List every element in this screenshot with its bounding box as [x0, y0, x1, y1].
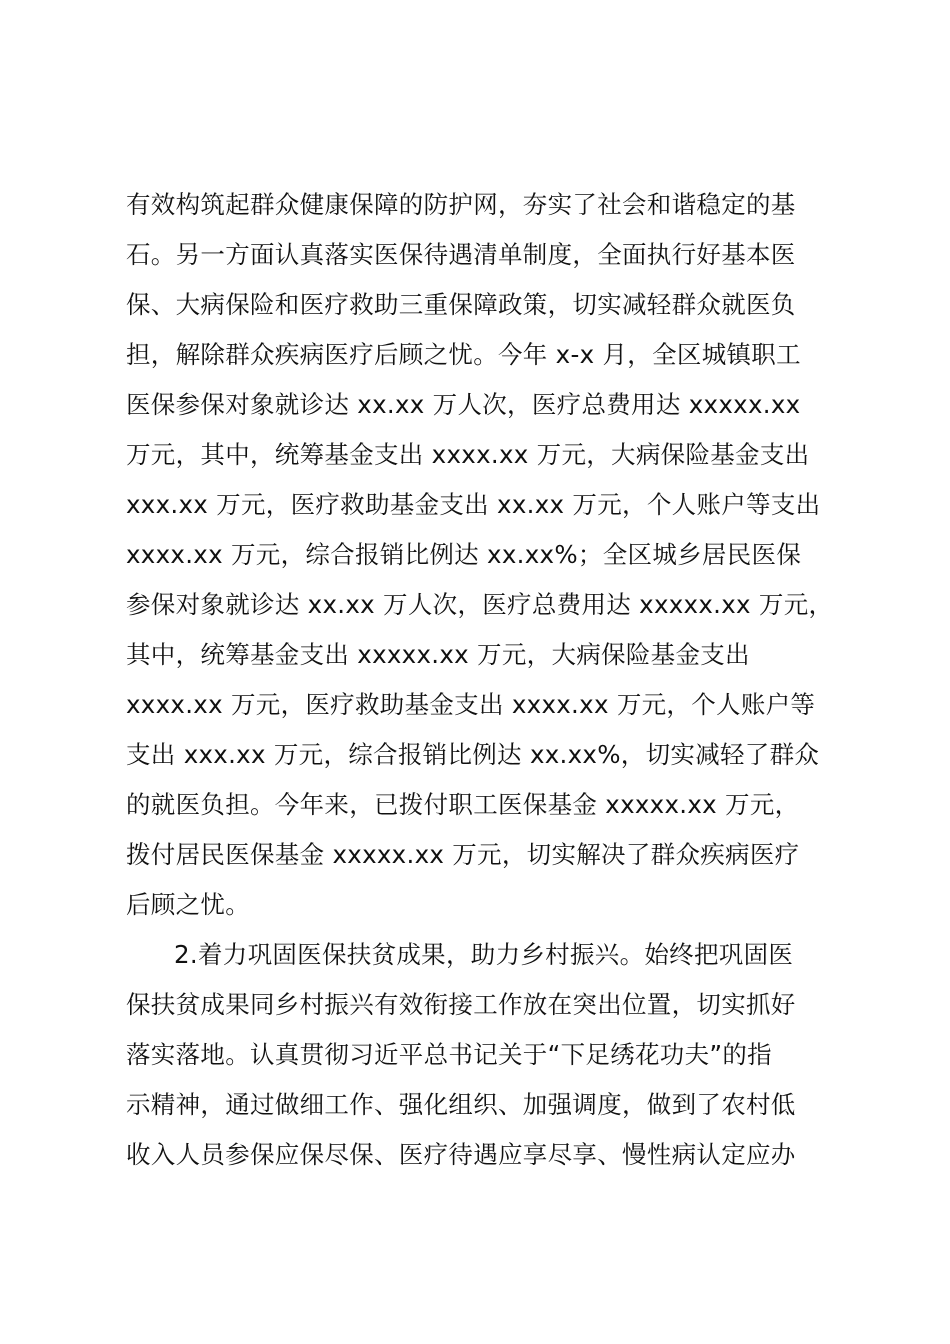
text-line: 保扶贫成果同乡村振兴有效衔接工作放在突出位置，切实抓好 — [126, 990, 796, 1019]
text-line: xxxx.xx 万元，综合报销比例达 xx.xx%；全区城乡居民医保 — [126, 540, 802, 569]
section-heading-line: 2.着力巩固医保扶贫成果，助力乡村振兴。始终把巩固医 — [174, 940, 794, 969]
text-line: 保、大病保险和医疗救助三重保障政策，切实减轻群众就医负 — [126, 290, 796, 319]
paragraph-1 — [126, 180, 866, 930]
text-line: 担，解除群众疾病医疗后顾之忧。今年 x-x 月，全区城镇职工 — [126, 340, 801, 369]
text-line: 的就医负担。今年来，已拨付职工医保基金 xxxxx.xx 万元， — [126, 790, 800, 819]
text-line: 收入人员参保应保尽保、医疗待遇应享尽享、慢性病认定应办 — [126, 1140, 796, 1169]
text-line: 支出 xxx.xx 万元，综合报销比例达 xx.xx%，切实减轻了群众 — [126, 740, 820, 769]
text-line: 万元，其中，统筹基金支出 xxxx.xx 万元，大病保险基金支出 — [126, 440, 810, 469]
text-line: 示精神，通过做细工作、强化组织、加强调度，做到了农村低 — [126, 1090, 796, 1119]
text-line: 有效构筑起群众健康保障的防护网，夯实了社会和谐稳定的基 — [126, 190, 796, 219]
text-line: 医保参保对象就诊达 xx.xx 万人次，医疗总费用达 xxxxx.xx — [126, 390, 801, 419]
text-line: 石。另一方面认真落实医保待遇清单制度，全面执行好基本医 — [126, 240, 796, 269]
text-line: 其中，统筹基金支出 xxxxx.xx 万元，大病保险基金支出 — [126, 640, 750, 669]
text-line: 后顾之忧。 — [126, 890, 250, 919]
text-line: xxxx.xx 万元，医疗救助基金支出 xxxx.xx 万元，个人账户等 — [126, 690, 816, 719]
text-line: 拨付居民医保基金 xxxxx.xx 万元，切实解决了群众疾病医疗 — [126, 840, 800, 869]
body-text — [126, 180, 866, 1180]
text-line: xxx.xx 万元，医疗救助基金支出 xx.xx 万元，个人账户等支出 — [126, 490, 821, 519]
paragraph-2 — [126, 930, 866, 1180]
text-line: 落实落地。认真贯彻习近平总书记关于“下足绣花功夫”的指 — [126, 1040, 772, 1069]
text-line: 参保对象就诊达 xx.xx 万人次，医疗总费用达 xxxxx.xx 万元， — [126, 590, 834, 619]
